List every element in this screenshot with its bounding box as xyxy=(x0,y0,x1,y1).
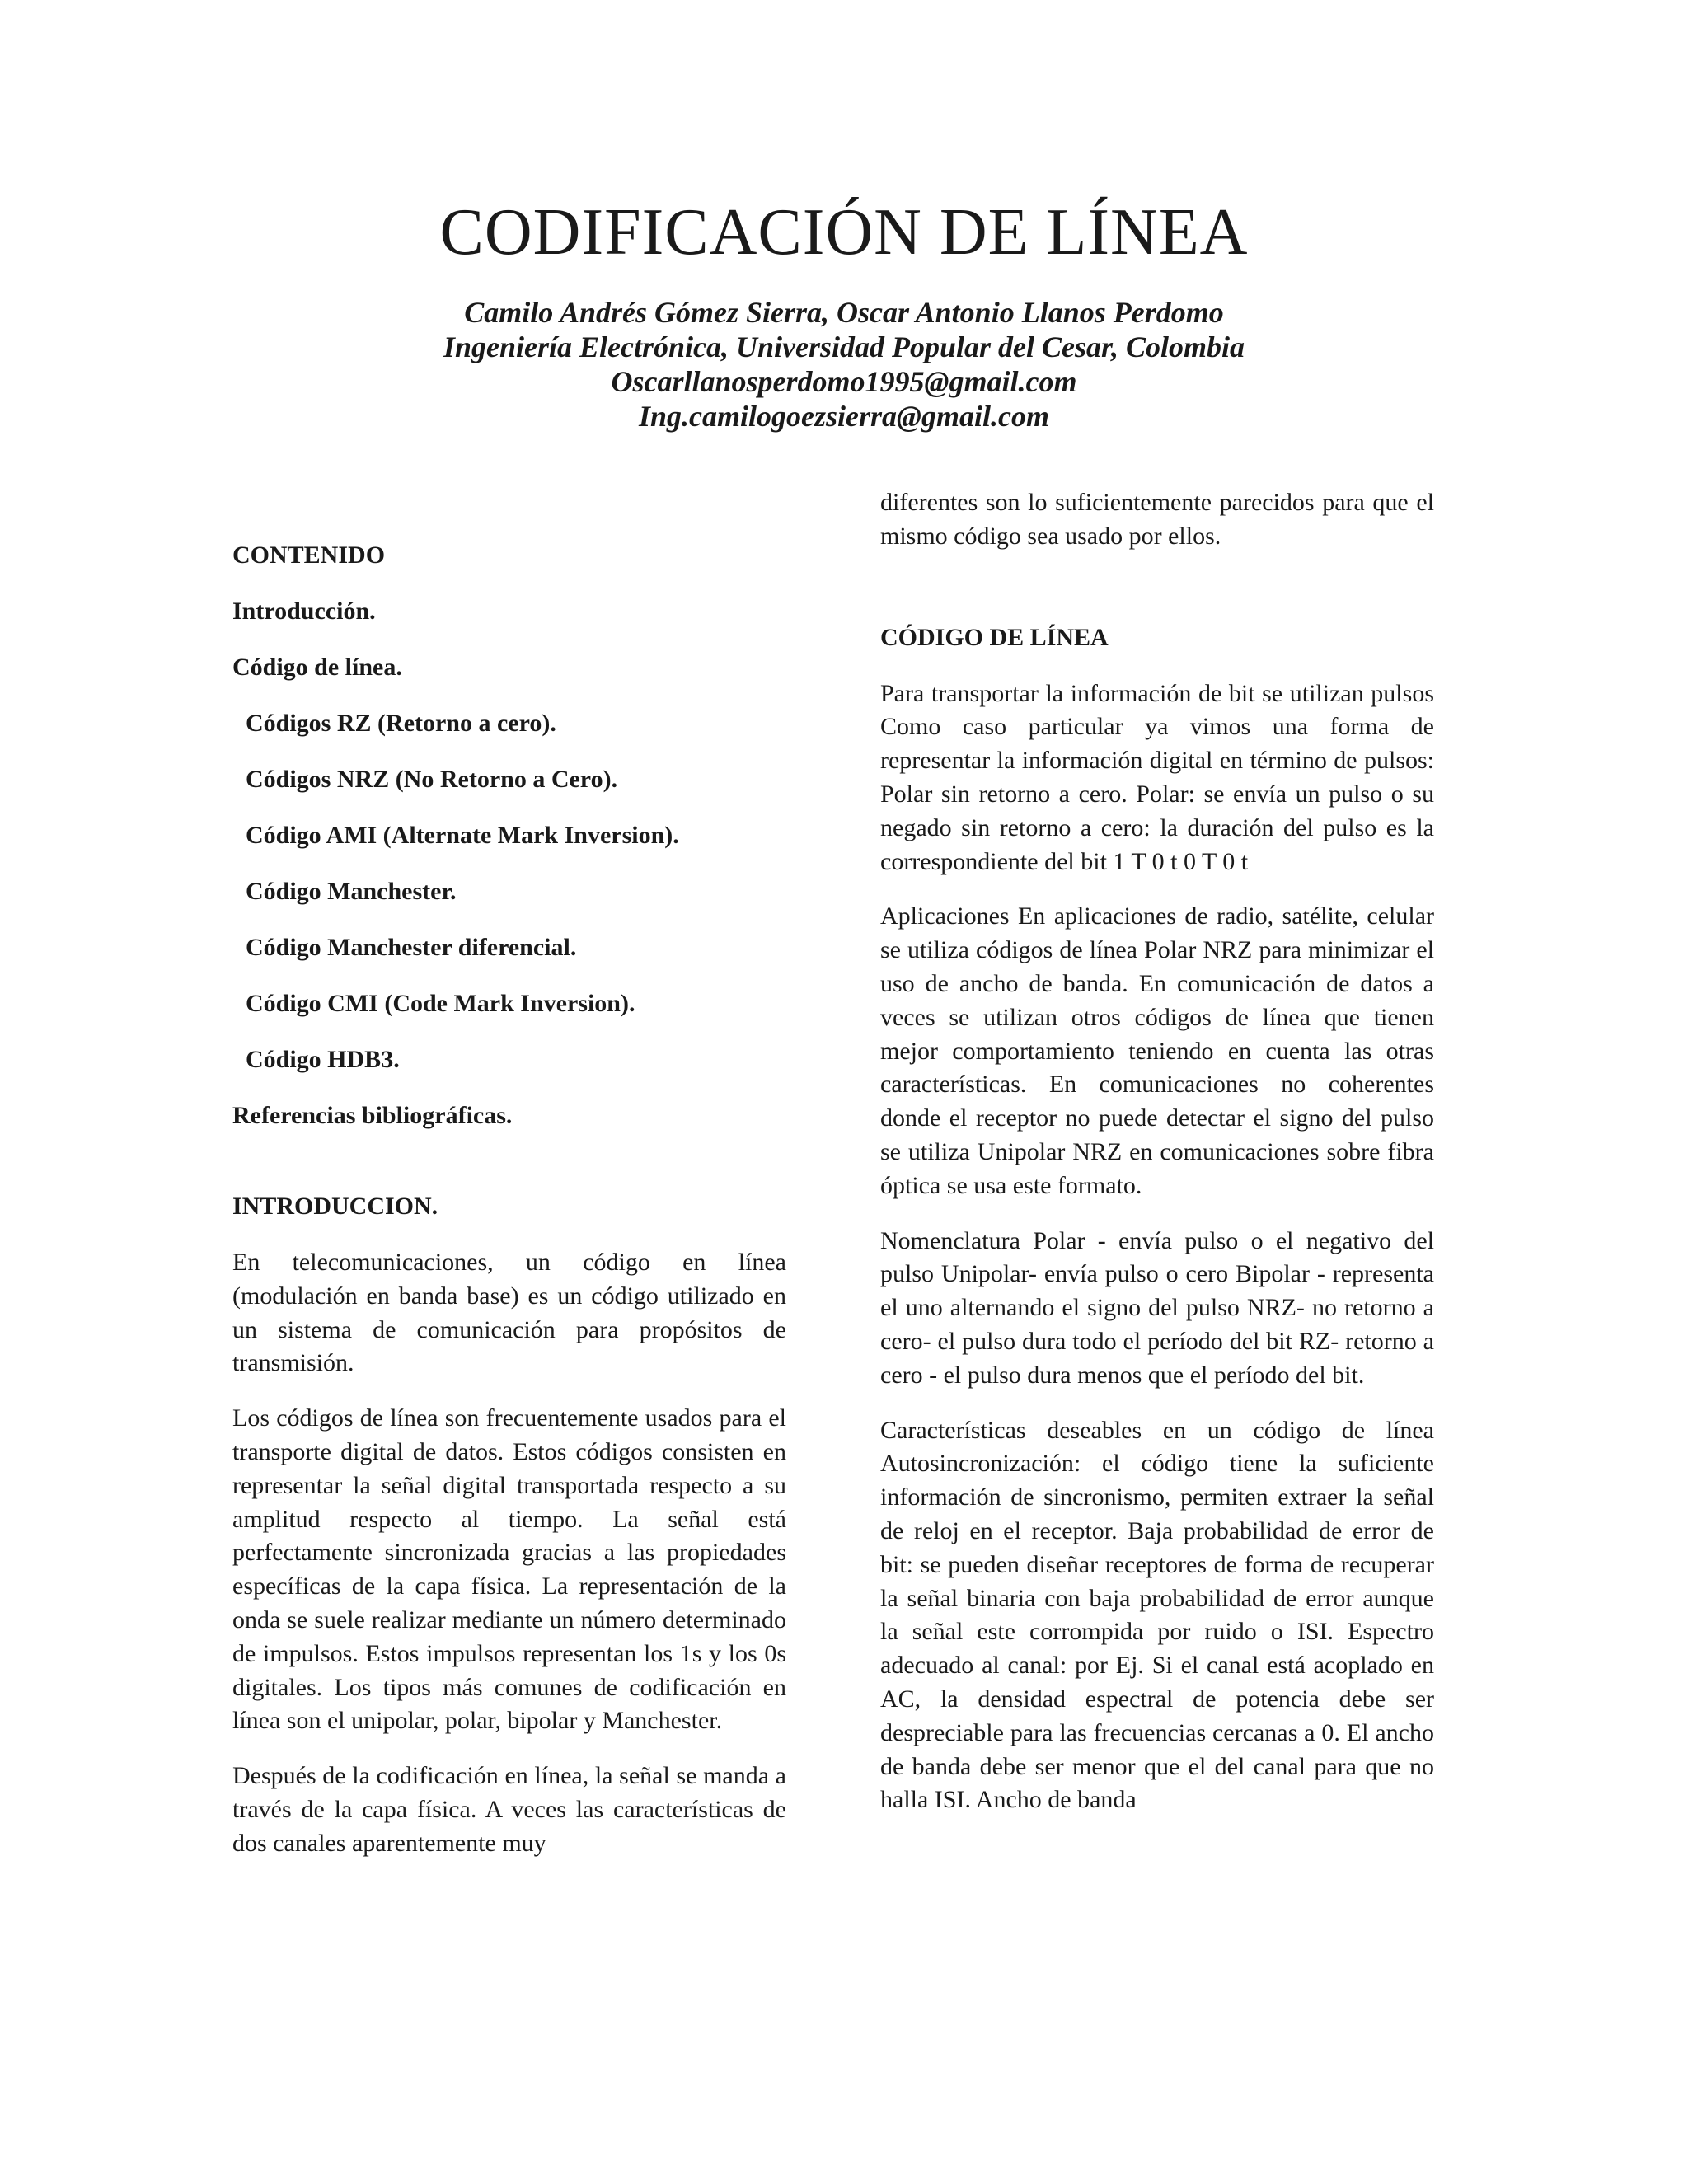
introduccion-paragraph-3-continued: diferentes son lo suficientemente parecidos para que el mismo código sea usado por ellos. xyxy=(880,489,1434,550)
left-column xyxy=(232,539,786,1861)
toc-item-codigo-linea: Código de línea. xyxy=(232,654,402,681)
introduccion-heading: INTRODUCCION. xyxy=(232,1193,438,1220)
toc-item-cmi: Código CMI (Code Mark Inversion). xyxy=(246,990,635,1017)
toc-item-rz: Códigos RZ (Retorno a cero). xyxy=(246,710,556,737)
paper-title: CODIFICACIÓN DE LÍNEA xyxy=(439,196,1249,269)
introduccion-paragraph-3: Después de la codificación en línea, la señal se manda a través de la capa física. A veces las características de dos canales aparentemente muy xyxy=(232,1762,786,1857)
introduccion-paragraph-1: En telecomunicaciones, un código en línea (modulación en banda base) es un código utilizado en un sistema de comunicación para propósitos de transmisión. xyxy=(232,1249,786,1377)
toc-item-manchester-diferencial: Código Manchester diferencial. xyxy=(246,934,577,961)
codigo-linea-paragraph-1: Para transportar la información de bit se utilizan pulsos Como caso particular ya vimos una forma de representar la información digital en término de pulsos: Polar sin retorno a cero. Polar: se envía un pulso o su negado sin retorno a cero: la duración del pulso es la correspondiente del bit 1 T 0 t 0 T 0 t xyxy=(880,679,1434,875)
contents-heading: CONTENIDO xyxy=(232,541,386,569)
author-affiliation: Ingeniería Electrónica, Universidad Popular del Cesar, Colombia xyxy=(443,330,1245,363)
toc-item-manchester: Código Manchester. xyxy=(246,878,457,905)
author-email-1: Oscarllanosperdomo1995@gmail.com xyxy=(611,365,1077,398)
toc-item-introduccion: Introducción. xyxy=(232,598,376,625)
codigo-linea-paragraph-3: Nomenclatura Polar - envía pulso o el negativo del pulso Unipolar- envía pulso o cero Bipolar - representa el uno alternando el signo del pulso NRZ- no retorno a cero- el pulso dura todo el período del bit RZ- retorno a cero - el pulso dura menos que el período del bit. xyxy=(880,1226,1434,1389)
codigo-linea-paragraph-2: Aplicaciones En aplicaciones de radio, satélite, celular se utiliza códigos de línea Polar NRZ para minimizar el uso de ancho de banda. En comunicación de datos a veces se utilizan otros códigos de línea que tienen mejor comportamiento teniendo en cuenta las otras características. En comunicaciones no coherentes donde el receptor no puede detectar el signo del pulso se utiliza Unipolar NRZ en comunicaciones sobre fibra óptica se usa este formato. xyxy=(880,902,1434,1199)
toc-item-ami: Código AMI (Alternate Mark Inversion). xyxy=(246,822,679,849)
introduccion-paragraph-2: Los códigos de línea son frecuentemente usados para el transporte digital de datos. Estos códigos consisten en representar la señal digital transportada respecto a su amplitud respecto al tiempo. La señal está perfectamente sincronizada gracias a las propiedades específicas de la capa física. La representación de la onda se suele realizar mediante un número determinado de impulsos. Estos impulsos representan los 1s y los 0s digitales. Los tipos más comunes de codificación en línea son el unipolar, polar, bipolar y Manchester. xyxy=(232,1404,786,1735)
toc-item-hdb3: Código HDB3. xyxy=(246,1046,400,1073)
codigo-linea-paragraph-4: Características deseables en un código de línea Autosincronización: el código tiene la suficiente información de sincronismo, permiten extraer la señal de reloj en el receptor. Baja probabilidad de error de bit: se pueden diseñar receptores de forma de recuperar la señal binaria con baja probabilidad de error aunque la señal este corrompida por ruido o ISI. Espectro adecuado al canal: por Ej. Si el canal está acoplado en AC, la densidad espectral de potencia debe ser despreciable para las frecuencias cercanas a 0. El ancho de banda debe ser menor que el del canal para que no halla ISI. Ancho de banda xyxy=(880,1416,1434,1814)
author-block xyxy=(0,295,1688,434)
right-column xyxy=(880,486,1434,1817)
author-names: Camilo Andrés Gómez Sierra, Oscar Antonio Llanos Perdomo xyxy=(464,296,1224,329)
author-email-2: Ing.camilogoezsierra@gmail.com xyxy=(639,400,1049,433)
toc-item-nrz: Códigos NRZ (No Retorno a Cero). xyxy=(246,766,618,793)
codigo-linea-heading: CÓDIGO DE LÍNEA xyxy=(880,623,1109,651)
toc-item-referencias: Referencias bibliográficas. xyxy=(232,1102,513,1129)
